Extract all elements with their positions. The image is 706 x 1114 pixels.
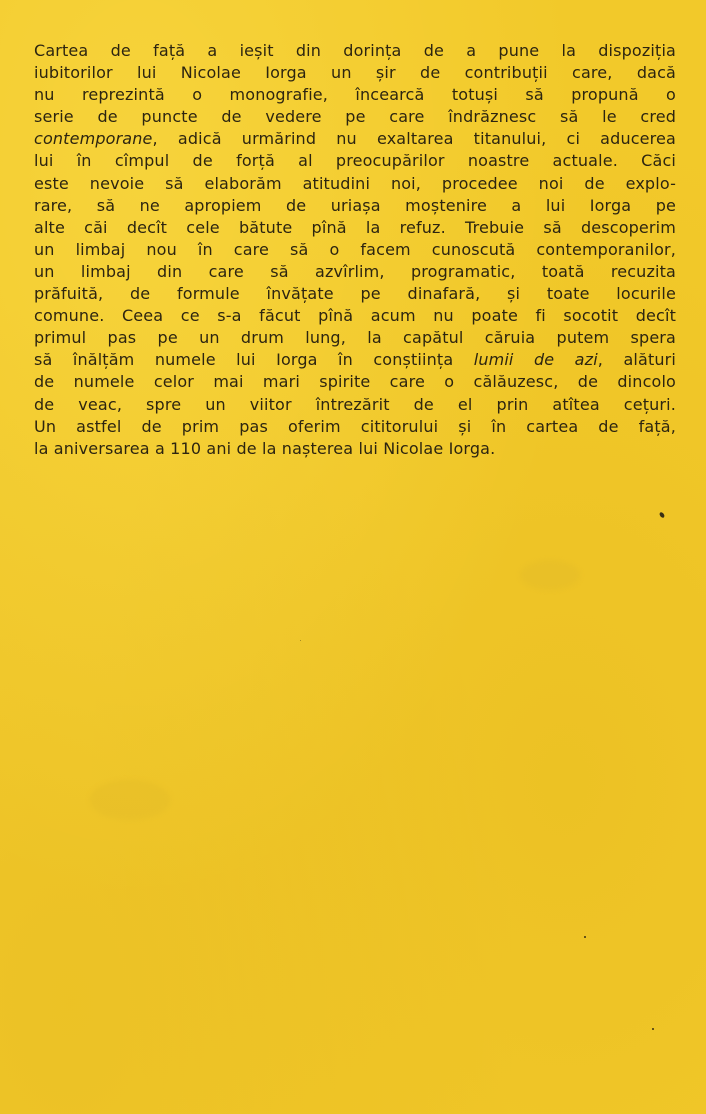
blurb-line: rare, să ne apropiem de uriașa moștenire a lui Iorga pe — [34, 195, 676, 215]
blurb-line: este nevoie să elaborăm atitudini noi, procedee noi de explo- — [34, 173, 676, 193]
blurb-line: la aniversarea a 110 ani de la nașterea lui Nicolae Iorga. — [34, 438, 496, 458]
blurb-line — [34, 128, 676, 150]
blurb-line: serie de puncte de vedere pe care îndrăznesc să le cred — [34, 107, 676, 127]
blurb-line: un limbaj din care să azvîrlim, programatic, toată recuzita — [34, 261, 676, 281]
blurb-line: primul pas pe un drum lung, la capătul căruia putem spera — [34, 328, 676, 348]
blurb-line: Un astfel de prim pas oferim cititorului și în cartea de față, — [34, 416, 676, 436]
ink-speck — [584, 936, 586, 938]
blurb-line: un limbaj nou în care să o facem cunoscută contemporanilor, — [34, 239, 676, 259]
blurb-line-segment: , alături — [597, 350, 677, 370]
blurb-line: de numele celor mai mari spirite care o călăuzesc, de dincolo — [34, 372, 676, 392]
blurb-line: Cartea de față a ieșit din dorința de a pune la dispoziția — [34, 41, 676, 60]
ink-speck — [659, 511, 666, 518]
blurb-line: lui în cîmpul de forță al preocupărilor noastre actuale. Căci — [34, 151, 676, 171]
ink-speck — [300, 640, 301, 641]
paper-scuff — [520, 560, 580, 590]
blurb-line — [34, 349, 676, 371]
paper-scuff — [90, 780, 170, 820]
blurb-line: alte căi decît cele bătute pînă la refuz. Trebuie să descoperim — [34, 217, 676, 237]
italic-term: lumii de azi — [473, 350, 598, 370]
blurb-line: nu reprezintă o monografie, încearcă totuși să propună o — [34, 85, 676, 105]
blurb-line: prăfuită, de formule învățate pe dinafară, și toate locurile — [34, 284, 676, 304]
blurb-line-segment: , adică urmărind nu exaltarea titanului, ci aducerea — [152, 129, 676, 149]
ink-speck — [652, 1028, 654, 1030]
blurb-line: iubitorilor lui Nicolae Iorga un șir de contribuții care, dacă — [34, 63, 676, 83]
blurb-line: comune. Ceea ce s-a făcut pînă acum nu poate fi socotit decît — [34, 306, 676, 326]
italic-term: contemporane — [34, 129, 153, 149]
blurb-line: de veac, spre un viitor întrezărit de el prin atîtea cețuri. — [34, 394, 676, 414]
blurb-text — [34, 40, 676, 460]
blurb-line-segment: să înălțăm numele lui Iorga în conștiința — [34, 350, 474, 370]
